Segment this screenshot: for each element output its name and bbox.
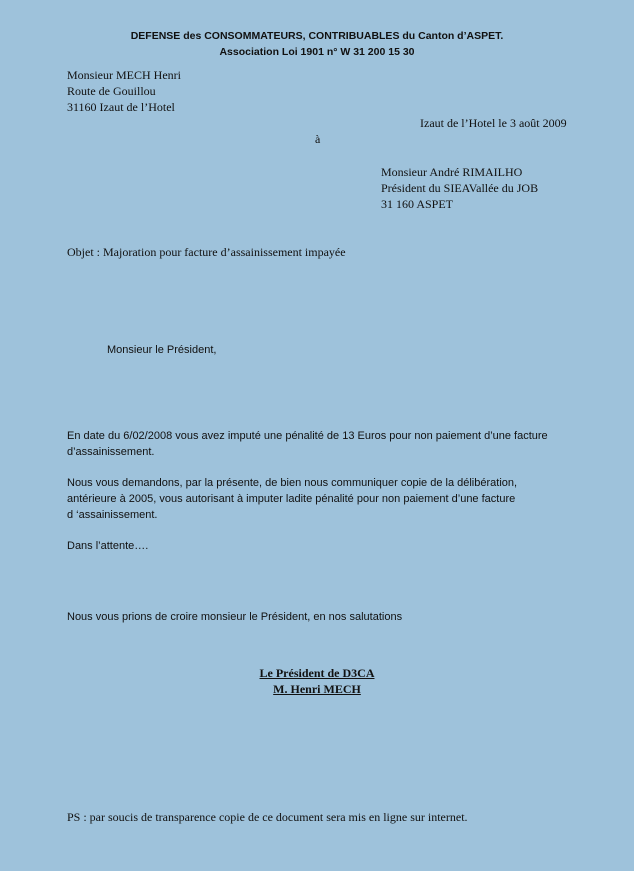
body-line: Nous vous prions de croire monsieur le Président, en nos salutations [67,611,403,623]
sender-address [67,67,181,115]
body-line: Nous vous demandons, par la présente, de bien nous communiquer copie de la délibération, [67,477,518,489]
to-marker: à [315,132,321,146]
body-line: Dans l’attente…. [67,540,149,552]
body-line: En date du 6/02/2008 vous avez imputé une pénalité de 13 Euros pour non paiement d’une facture [67,430,548,442]
closing-formula [67,609,567,625]
sender-name: Monsieur MECH Henri [67,68,181,82]
salutation: Monsieur le Président, [107,344,217,356]
letter-subject: Objet : Majoration pour facture d’assainissement impayée [67,245,346,259]
signature-name: M. Henri MECH [273,682,361,696]
signature-title: Le Président de D3CA [259,666,375,680]
header-line-2: Association Loi 1901 n° W 31 200 15 30 [219,46,415,58]
sender-street: Route de Gouillou [67,84,156,98]
body-line: d ‘assainissement. [67,509,158,521]
association-header [0,28,634,60]
recipient-title: Président du SIEAVallée du JOB [381,181,539,195]
body-paragraph-1 [67,428,567,460]
body-line: antérieure à 2005, vous autorisant à imputer ladite pénalité pour non paiement d’une facture [67,493,516,505]
body-paragraph-3 [67,538,567,554]
recipient-city: 31 160 ASPET [381,197,454,211]
recipient-name: Monsieur André RIMAILHO [381,165,523,179]
postscript: PS : par soucis de transparence copie de ce document sera mis en ligne sur internet. [67,810,468,824]
body-line: d’assainissement. [67,446,155,458]
sender-city: 31160 Izaut de l’Hotel [67,100,175,114]
header-line-1: DEFENSE des CONSOMMATEURS, CONTRIBUABLES du Canton d’ASPET. [130,30,504,42]
body-paragraph-2 [67,475,567,523]
place-and-date: Izaut de l’Hotel le 3 août 2009 [420,116,567,130]
recipient-address [381,164,538,212]
signature-block [0,665,634,697]
